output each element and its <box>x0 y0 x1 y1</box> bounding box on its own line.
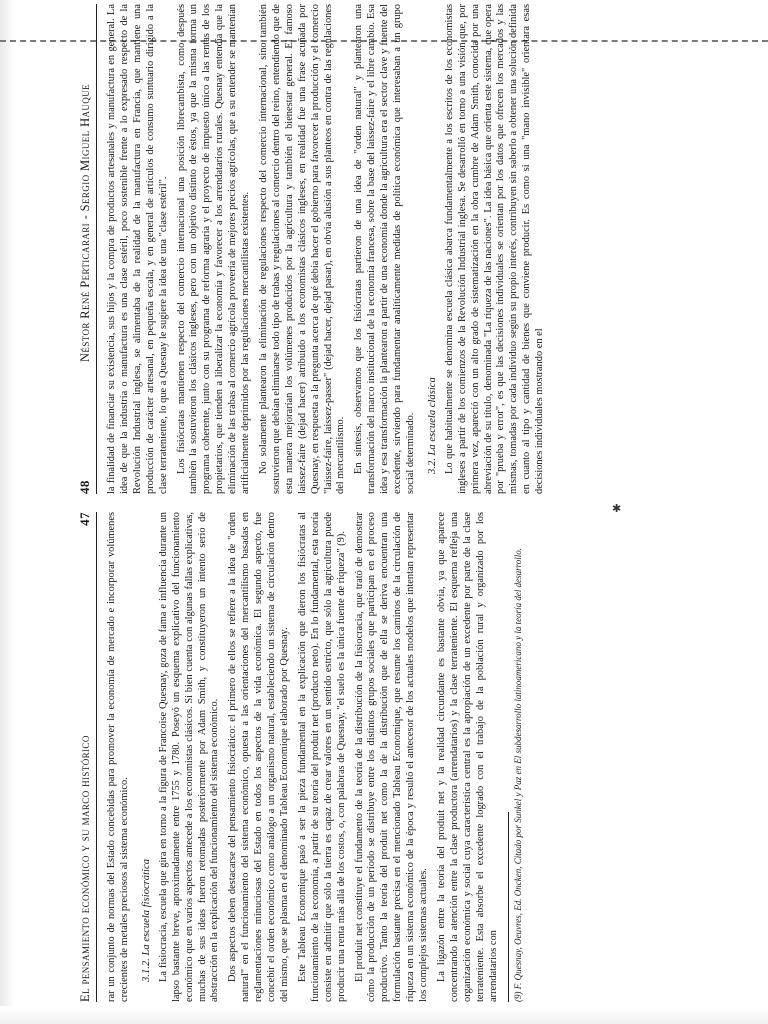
running-header-title: El pensamiento económico y su marco histórico <box>78 735 92 1002</box>
footnote: (9) F. Quesnay, Oeuvres, Ed. Oncken, Citado por Sunkel y Paz en El subdesarrollo latinoamericano y la teoría del desarrollo. <box>513 547 524 1002</box>
body-paragraph: Este Tableau Economique pasó a ser la pieza fundamental en la explicación que dieron los fisiócratas al funcionamiento de la economía, a partir de su teoría del produit net (producto neto). En lo fundamental, esta teoría consiste en admitir que sólo la tierra es capaz de crear valores en un sentido estricto, que sólo la agricultura puede producir una renta más allá de los costos, o, con palabras de Quesnay, "el suelo es la única fuente de riqueza" (9). <box>296 512 347 1002</box>
body-paragraph: rar un conjunto de normas del Estado concebidas para promover la economía de mercado e incorporar volúmenes crecientes de metales preciosos al sistema económico. <box>106 512 130 1002</box>
page-number: 48 <box>77 480 92 494</box>
page-number: 47 <box>77 512 92 526</box>
body-paragraph: La fisiocracia, escuela que gira en torno a la figura de Francoise Quesnay, goza de fama e influencia durante un lapso bastante breve, aproximadamente entre 1755 y 1780. Poseyó un esquema explicativo del funcionamiento económico que en varios aspectos antecede a los economistas clásicos. Si bien cuenta con algunas fallas explicativas, muchas de sus ideas fueron retomadas posteriormente por Adam Smith, y constituyeron un intento serio de abstracción en la explicación del funcionamiento del sistema económico. <box>157 512 221 1002</box>
book-page-left <box>0 512 768 1002</box>
body-paragraph: La ligazón entre la teoría del produit net y la realidad circundante es bastante obvia, ya que aparece concentrando la atención entre la clase productora (arrendatarios) y la clase terrateniente. El esquema refleja una organización económica y social cuya característica central es la apropiación de un excedente por parte de la clase terrateniente. Esta absorbe el excedente logrado con el trabajo de la población rural y organizado por los arrendatarios con <box>435 512 499 1002</box>
body-paragraph: Dos aspectos deben destacarse del pensamiento fisiocrático: el primero de ellos se refiere a la idea de "orden natural" en el funcionamiento del sistema económico, opuesta a las orientaciones del mercantilismo basadas en reglamentaciones minuciosas del Estado en todos los aspectos de la vida económica. El segundo aspecto, fue concebir el orden económico como análogo a un organismo natural, estableciendo un sistema de circulación dentro del mismo, que se plasma en el denominado Tableau Economique elaborado por Quesnay. <box>227 512 290 1002</box>
running-header-authors: Néstor René Perticarari - Sergio Miguel Hauque <box>78 83 92 362</box>
body-paragraph: Los fisiócratas mantienen respecto del comercio internacional una posición librecambista, como después también la sostuvieron los clásicos ingleses, pero con un objetivo distinto de éstos, ya que la misma forma un programa coherente, junto con su programa de reforma agraria y el proyecto de impuesto único a las rentas de los propietarios, que tienden a liberalizar la economía y favorecer a los arrendatarios rurales. Quesnay entendía que la eliminación de las trabas al comercio agrícola proveería de mejores precios agrícolas, que a su entender se mantenían artificialmente deprimidos por las regulaciones mercantilistas existentes. <box>175 4 252 494</box>
running-header <box>78 512 97 1002</box>
section-heading: 3.1.2. La escuela fisiocrática <box>140 859 152 982</box>
running-header <box>78 4 97 494</box>
section-heading: 3.2. La escuela clásica <box>426 377 438 474</box>
footnote-divider <box>508 812 509 1002</box>
body-paragraph: En síntesis, observamos que los fisiócratas partieron de una idea de "orden natural" y plantearon una transformación del marco institucional de la economía francesa, sobre la base del laissez-faire y el libre cambio. Esa idea y esa transformación la plantearon a partir de una economía donde la agricultura era el sector clave y fuente del excedente, sirviendo para fundamentar analíticamente medidas de política económica que interesaban a un grupo social determinado. <box>353 4 416 494</box>
ink-mark-icon: ✱ <box>612 503 622 515</box>
page-body <box>106 4 552 494</box>
body-paragraph: Lo que habitualmente se denomina escuela clásica abarca fundamentalmente a los escritos de los economistas ingleses a partir de los comienzos de la Revolución Industrial inglesa. Se desarrolló en torno a una visión que, por primera vez, apareció con un alto grado de sistematización en la obra cumbre de Adam Smith, conocida por una abreviación de su título, denominada "La riqueza de las naciones". La idea básica que orienta este sistema, que opera por "prueba y error", es que las decisiones individuales se orientan por los datos que ofrecen los mercados y las mismas, tomadas por cada individuo según su propio interés, contribuyen sin saberlo a obtener una solución definida en cuanto al tipo y cantidad de bienes que conviene producir. Es como si una "mano invisible" orientara esas decisiones individuales mostrando en el <box>443 4 546 494</box>
page-body <box>106 512 524 1002</box>
body-paragraph: la finalidad de financiar su existencia, sus hijos y la compra de productos artesanales y manufactura en general. La idea de que la industria o manufactura es una clase estéril, poco sostenible frente a lo expresado respecto de la Revolución Industrial inglesa, se alimentaba de la realidad de la manufactura en Francia, que mantiene una producción de carácter artesanal, en pequeña escala, y en general de artículos de consumo suntuario dirigido a la clase terrateniente, lo que a Quesnay le sugiere la idea de una "clase estéril". <box>106 4 169 494</box>
book-page-right <box>0 4 768 494</box>
body-paragraph: No solamente plantearon la eliminación de regulaciones respecto del comercio internacional, sino también sostuvieron que debían eliminarse todo tipo de trabas y regulaciones al comercio dentro del reino, entendiendo que de esta manera mejorarían los volúmenes producidos por la agricultura y también el bienestar general. El famoso laissez-faire (dejad hacer) atribuido a los economistas clásicos ingleses, en realidad fue una frase acuñada por Quesnay, en respuesta a la pregunta acerca de qué debía hacer el gobierno para favorecer la producción y el comercio "laissez-faire, laissez-passer" (dejad hacer, dejad pasar), en obvia alusión a sus planteos en contra de las regulaciones del mercantilismo. <box>257 4 347 494</box>
body-paragraph: El produit net constituye el fundamento de la teoría de la distribución de la fisiocracia, que trató de demostrar cómo la producción de un período se distribuye entre los distintos grupos sociales que participan en el proceso productivo. Tanto la teoría del produit net como la de la distribución que de ella se deriva encuentran una formulación bastante precisa en el mencionado Tableau Economique, que resume los caminos de la circulación de riqueza en un sistema económico de la época y resultó el antecesor de los actuales modelos que intentan representar los complejos sistemas actuales. <box>353 512 430 1002</box>
